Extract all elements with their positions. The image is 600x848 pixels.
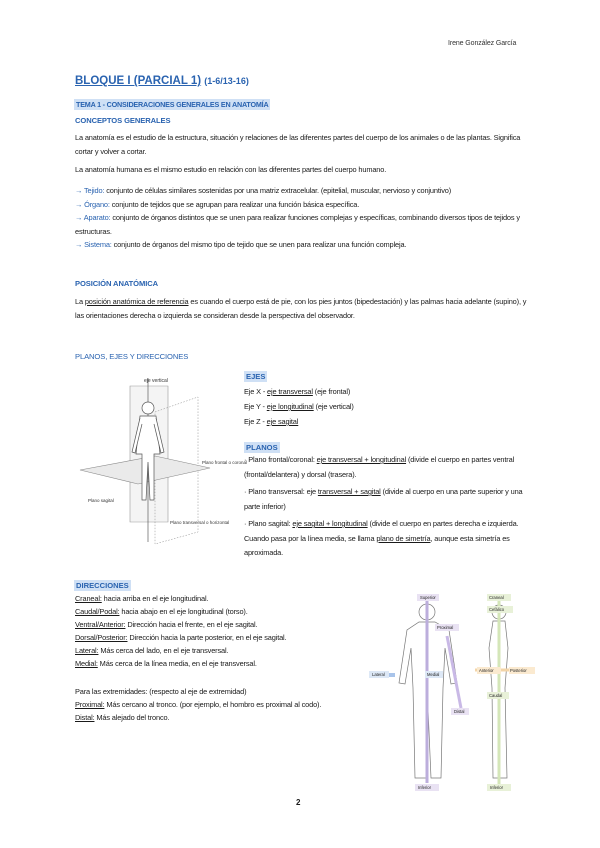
- posicion-term: posición anatómica de referencia: [84, 297, 189, 306]
- plano-term: eje sagital + longitudinal: [292, 519, 368, 528]
- extremidades-intro: Para las extremidades: (respecto al eje de extremidad): [75, 687, 247, 696]
- posicion-pre: La: [75, 297, 85, 306]
- conceptos-heading: CONCEPTOS GENERALES: [75, 116, 171, 125]
- eje-y: [244, 399, 354, 414]
- concept-text: conjunto de órganos del mismo tipo de tejido que se unen para realizar una función compleja.: [111, 240, 407, 249]
- direcciones-heading-text: DIRECCIONES: [76, 581, 129, 590]
- plano-term: transversal + sagital: [317, 487, 381, 496]
- plano-mid: (divide el cuerpo en partes derecha e izquierda. Cuando pasa por la línea media, se llama: [244, 519, 519, 543]
- label-medial: Medial: [427, 672, 440, 677]
- label-lateral: Lateral: [372, 672, 385, 677]
- label-cefalico: Cefálico: [489, 607, 505, 612]
- plano-post: , aunque esta simetría es aproximada.: [244, 533, 510, 557]
- concept-item-aparato: [75, 211, 537, 238]
- label-eje-vertical: eje vertical: [144, 378, 168, 384]
- direction-labels: [369, 594, 535, 791]
- plano-post: (divide el cuerpo en partes ventral (frontal/delantera) y dorsal (trasera).: [244, 455, 515, 479]
- concept-term: → Sistema:: [75, 240, 112, 249]
- concept-term: → Órgano:: [75, 199, 110, 209]
- posicion-heading: POSICIÓN ANATÓMICA: [75, 279, 158, 288]
- dir-term: Craneal:: [75, 594, 102, 603]
- planes-figure: [60, 372, 248, 550]
- title-main: BLOQUE I (PARCIAL 1): [75, 75, 202, 87]
- plano-sagital: [244, 517, 526, 561]
- dir-term: Proximal:: [75, 700, 105, 709]
- plano-post: (divide al cuerpo en una parte superior y una parte inferior): [244, 487, 523, 511]
- dir-lateral: [75, 644, 365, 657]
- conceptos-p1: La anatomía es el estudio de la estructura, situación y relaciones de las diferentes partes del cuerpo de los animales o de las plantas. Significa cortar y volver a cortar.: [75, 133, 521, 156]
- dir-text: hacia arriba en el eje longitudinal.: [101, 594, 209, 603]
- dir-proximal: [75, 698, 360, 711]
- eje-z: [244, 414, 354, 429]
- dir-craneal: [75, 592, 365, 605]
- ejes-heading: [244, 366, 267, 384]
- concept-list: [75, 184, 537, 252]
- concept-term: → Aparato:: [75, 213, 111, 222]
- posicion-paragraph: [75, 295, 537, 322]
- directions-figure: [365, 588, 537, 796]
- direcciones-list: [75, 592, 365, 670]
- dir-term: Caudal/Podal:: [75, 607, 120, 616]
- eje-term: eje longitudinal: [266, 402, 314, 411]
- page-title: [75, 75, 249, 87]
- planos-heading-text: PLANOS: [246, 443, 278, 452]
- eje-pre: Eje Z -: [244, 417, 267, 426]
- dir-caudal: [75, 605, 365, 618]
- planos-ejes-heading: PLANOS, EJES Y DIRECCIONES: [75, 352, 189, 361]
- conceptos-p2: La anatomía humana es el mismo estudio en relación con las diferentes partes del cuerpo humano.: [75, 165, 387, 174]
- concept-term: → Tejido:: [75, 186, 105, 195]
- dir-dorsal: [75, 631, 365, 644]
- dir-text: Dirección hacia el frente, en el eje sagital.: [125, 620, 258, 629]
- plano-frontal: [244, 453, 526, 482]
- plano-pre: · Plano sagital:: [244, 519, 293, 528]
- plano-transversal: [244, 485, 526, 514]
- eje-term: eje sagital: [266, 417, 299, 426]
- concept-text: conjunto de tejidos que se agrupan para realizar una función básica específica.: [109, 199, 360, 209]
- dir-text: hacia abajo en el eje longitudinal (torso).: [119, 607, 248, 616]
- eje-post: (eje frontal): [312, 387, 351, 396]
- title-range: (1-6/13-16): [204, 76, 249, 86]
- label-anterior: Anterior: [479, 668, 494, 673]
- extremidades-block: [75, 685, 360, 724]
- concept-item-organo: [75, 198, 537, 212]
- label-proximal: Proximal: [437, 625, 454, 630]
- dir-medial: [75, 657, 365, 670]
- plano-pre: · Plano transversal: eje: [244, 487, 318, 496]
- dir-ventral: [75, 618, 365, 631]
- label-distal: Distal: [454, 709, 465, 714]
- ejes-heading-text: EJES: [246, 372, 266, 381]
- author-header: Irene González García: [448, 40, 517, 47]
- eje-post: (eje vertical): [313, 402, 354, 411]
- eje-pre: Eje X -: [244, 387, 268, 396]
- dir-text: Más cerca del lado, en el eje transversal.: [98, 646, 229, 655]
- label-plano-transversal: Plano transversal o horizontal: [170, 520, 230, 525]
- label-inferior: Inferior: [418, 785, 432, 790]
- label-posterior: Posterior: [510, 668, 527, 673]
- eje-pre: Eje Y -: [244, 402, 267, 411]
- dir-text: Dirección hacia la parte posterior, en el eje sagital.: [127, 633, 287, 642]
- concept-text: conjunto de órganos distintos que se unen para realizar funciones complejas y específicas, combinando diversos tipos de tejidos y estructuras.: [75, 213, 520, 236]
- plano-term-simetria: plano de simetría: [376, 533, 431, 543]
- direcciones-heading: [74, 575, 131, 593]
- dir-text: Más cerca de la línea media, en el eje transversal.: [97, 659, 257, 668]
- dir-text: Más alejado del tronco.: [94, 713, 170, 722]
- eje-x: [244, 384, 354, 399]
- dir-term: Ventral/Anterior:: [75, 620, 126, 629]
- dir-term: Medial:: [75, 659, 98, 668]
- concept-item-sistema: [75, 238, 537, 252]
- label-plano-sagital: Plano sagital: [88, 498, 114, 503]
- dir-text: Más cercano al tronco. (por ejemplo, el hombro es proximal al codo).: [104, 700, 322, 709]
- label-plano-frontal: Plano frontal o coronal: [202, 460, 248, 465]
- label-inferior-side: Inferior: [490, 785, 504, 790]
- label-caudal: Caudal: [489, 693, 503, 698]
- label-craneal: Craneal: [489, 595, 504, 600]
- tema-heading: TEMA 1 - CONSIDERACIONES GENERALES EN ANATOMÍA: [76, 100, 269, 109]
- planos-list: [244, 453, 526, 561]
- dir-term: Dorsal/Posterior:: [75, 633, 128, 642]
- concept-text: conjunto de células similares sostenidas por una matriz extracelular. (epitelial, muscular, nervioso y conjuntivo): [104, 186, 452, 195]
- dir-term: Lateral:: [75, 646, 99, 655]
- dir-distal: [75, 711, 360, 724]
- dir-term: Distal:: [75, 713, 95, 722]
- concept-item-tejido: [75, 184, 537, 198]
- plano-pre: · Plano frontal/coronal:: [244, 455, 317, 464]
- ejes-list: [244, 384, 354, 429]
- page-number: 2: [296, 798, 301, 807]
- plano-term: eje transversal + longitudinal: [316, 455, 407, 464]
- label-superior: Superior: [420, 595, 436, 600]
- eje-term: eje transversal: [267, 387, 313, 396]
- posicion-text: es cuando el cuerpo está de pie, con los pies juntos (bipedestación) y las palmas hacia adelante (supino), y las orientaciones derecha o izquierda se consideran desde la perspectiva del observador.: [75, 297, 527, 320]
